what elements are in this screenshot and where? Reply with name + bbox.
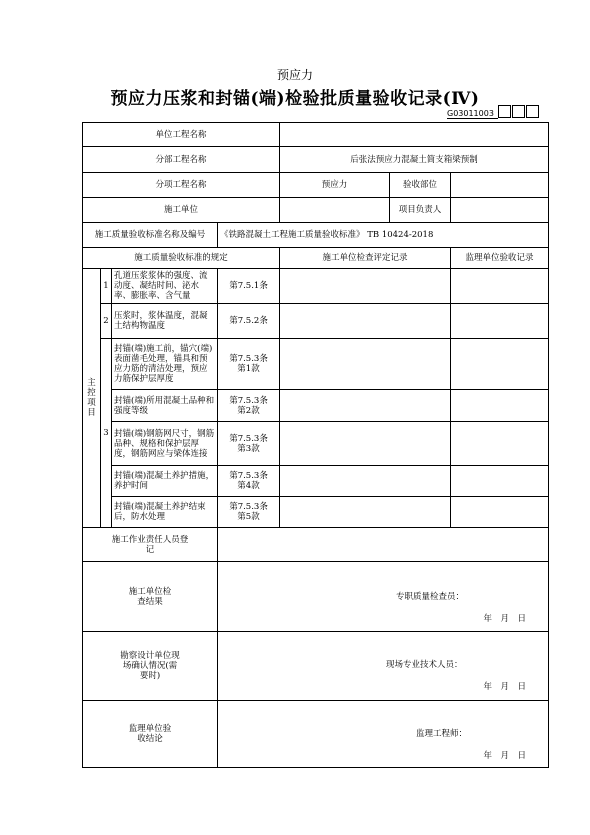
inspection-part-label: 验收部位 <box>390 173 451 198</box>
contractor-check-field[interactable] <box>280 390 451 422</box>
construction-unit-label: 施工单位 <box>83 198 280 223</box>
serial-boxes <box>498 105 539 118</box>
contractor-date: 年 月 日 <box>483 614 527 624</box>
contractor-check-field[interactable] <box>280 466 451 497</box>
construction-unit-field[interactable] <box>280 198 390 223</box>
survey-date: 年 月 日 <box>483 682 527 692</box>
table-row <box>83 497 549 528</box>
column-header-supervisor: 监理单位验收记录 <box>451 248 549 269</box>
code-underline <box>447 118 498 119</box>
supervisor-check-field[interactable] <box>451 390 549 422</box>
supervisor-conclusion-label: 监理单位验收结论 <box>83 701 218 768</box>
survey-signer-label: 现场专业技术人员： <box>386 660 463 670</box>
clause-article: 第7.5.3条 <box>229 471 268 481</box>
item-number: 3 <box>101 339 112 528</box>
supervisor-check-field[interactable] <box>451 269 549 304</box>
division-field[interactable]: 后张法预应力混凝土简支箱梁预制 <box>280 147 549 173</box>
column-header-standard: 施工质量验收标准的规定 <box>83 248 280 269</box>
supervisor-check-field[interactable] <box>451 304 549 339</box>
form-code: G03011003 <box>447 109 494 118</box>
item-clause: 第7.5.1条 <box>218 269 280 304</box>
table-row <box>83 390 549 422</box>
contractor-check-field[interactable] <box>280 339 451 390</box>
item-clause <box>218 339 280 390</box>
clause-article: 第7.5.3条 <box>229 395 268 406</box>
item-number: 2 <box>101 304 112 339</box>
supervisor-check-field[interactable] <box>451 466 549 497</box>
project-leader-field[interactable] <box>451 198 549 223</box>
project-leader-label: 项目负责人 <box>390 198 451 223</box>
subdivision-label: 分项工程名称 <box>83 173 280 198</box>
unit-project-label: 单位工程名称 <box>83 123 280 147</box>
contractor-check-field[interactable] <box>280 422 451 466</box>
table-row <box>83 466 549 497</box>
inspection-part-field[interactable] <box>451 173 549 198</box>
crew-field[interactable] <box>218 528 549 562</box>
contractor-result-label: 施工单位检查结果 <box>83 562 218 632</box>
table-row <box>83 422 549 466</box>
form-category: 预应力 <box>276 68 313 82</box>
clause-article: 第7.5.3条 <box>229 433 268 444</box>
survey-field[interactable] <box>218 632 549 701</box>
clause-article: 第7.5.3条 <box>229 354 268 364</box>
contractor-signer-label: 专职质量检查员： <box>396 592 465 602</box>
inspection-record-table <box>82 122 549 768</box>
table-row <box>83 269 549 304</box>
page-title: 预应力压浆和封锚(端)检验批质量验收记录(Ⅳ) <box>110 89 480 109</box>
contractor-result-field[interactable] <box>218 562 549 632</box>
clause-paragraph: 第4款 <box>237 481 260 491</box>
item-clause <box>218 497 280 528</box>
contractor-check-field[interactable] <box>280 304 451 339</box>
clause-paragraph: 第5款 <box>237 512 260 522</box>
item-requirement: 封锚(端)施工前，锚穴(端)表面凿毛处理，锚具和预应力筋的清洁处理，预应力筋保护层厚度 <box>112 339 218 390</box>
supervisor-conclusion-field[interactable] <box>218 701 549 768</box>
serial-box[interactable] <box>526 105 539 118</box>
table-row <box>83 304 549 339</box>
clause-paragraph: 第2款 <box>237 405 260 416</box>
serial-box[interactable] <box>512 105 525 118</box>
supervisor-check-field[interactable] <box>451 497 549 528</box>
table-row <box>83 339 549 390</box>
item-requirement: 封锚(端)所用混凝土品种和强度等级 <box>112 390 218 422</box>
subdivision-field[interactable]: 预应力 <box>280 173 390 198</box>
item-requirement: 封锚(端)混凝土养护措施，养护时间 <box>112 466 218 497</box>
contractor-check-field[interactable] <box>280 269 451 304</box>
clause-paragraph: 第1款 <box>237 364 260 374</box>
item-clause: 第7.5.2条 <box>218 304 280 339</box>
main-control-label: 主 控 项 目 <box>83 269 101 528</box>
item-clause <box>218 466 280 497</box>
item-requirement: 压浆时，浆体温度，混凝土结构物温度 <box>112 304 218 339</box>
supervisor-check-field[interactable] <box>451 422 549 466</box>
division-label: 分部工程名称 <box>83 147 280 173</box>
unit-project-field[interactable] <box>280 123 549 147</box>
supervisor-signer-label: 监理工程师： <box>416 729 468 739</box>
standard-label: 施工质量验收标准名称及编号 <box>83 223 218 248</box>
item-requirement: 封锚(端)混凝土养护结束后，防水处理 <box>112 497 218 528</box>
item-clause <box>218 422 280 466</box>
clause-paragraph: 第3款 <box>237 443 260 454</box>
item-clause <box>218 390 280 422</box>
supervisor-date: 年 月 日 <box>483 751 527 761</box>
column-header-contractor: 施工单位检查评定记录 <box>280 248 451 269</box>
contractor-check-field[interactable] <box>280 497 451 528</box>
item-number: 1 <box>101 269 112 304</box>
clause-article: 第7.5.3条 <box>229 502 268 512</box>
item-requirement: 封锚(端)钢筋网尺寸，钢筋品种、规格和保护层厚度，钢筋网应与梁体连接 <box>112 422 218 466</box>
crew-label: 施工作业责任人员登记 <box>83 528 218 562</box>
item-requirement: 孔道压浆浆体的强度、流动度、凝结时间、泌水率、膨胀率、含气量 <box>112 269 218 304</box>
supervisor-check-field[interactable] <box>451 339 549 390</box>
serial-box[interactable] <box>498 105 511 118</box>
standard-field[interactable]: 《铁路混凝土工程施工质量验收标准》 TB 10424-2018 <box>218 223 549 248</box>
survey-label: 勘察设计单位现场确认情况(需要时) <box>83 632 218 701</box>
